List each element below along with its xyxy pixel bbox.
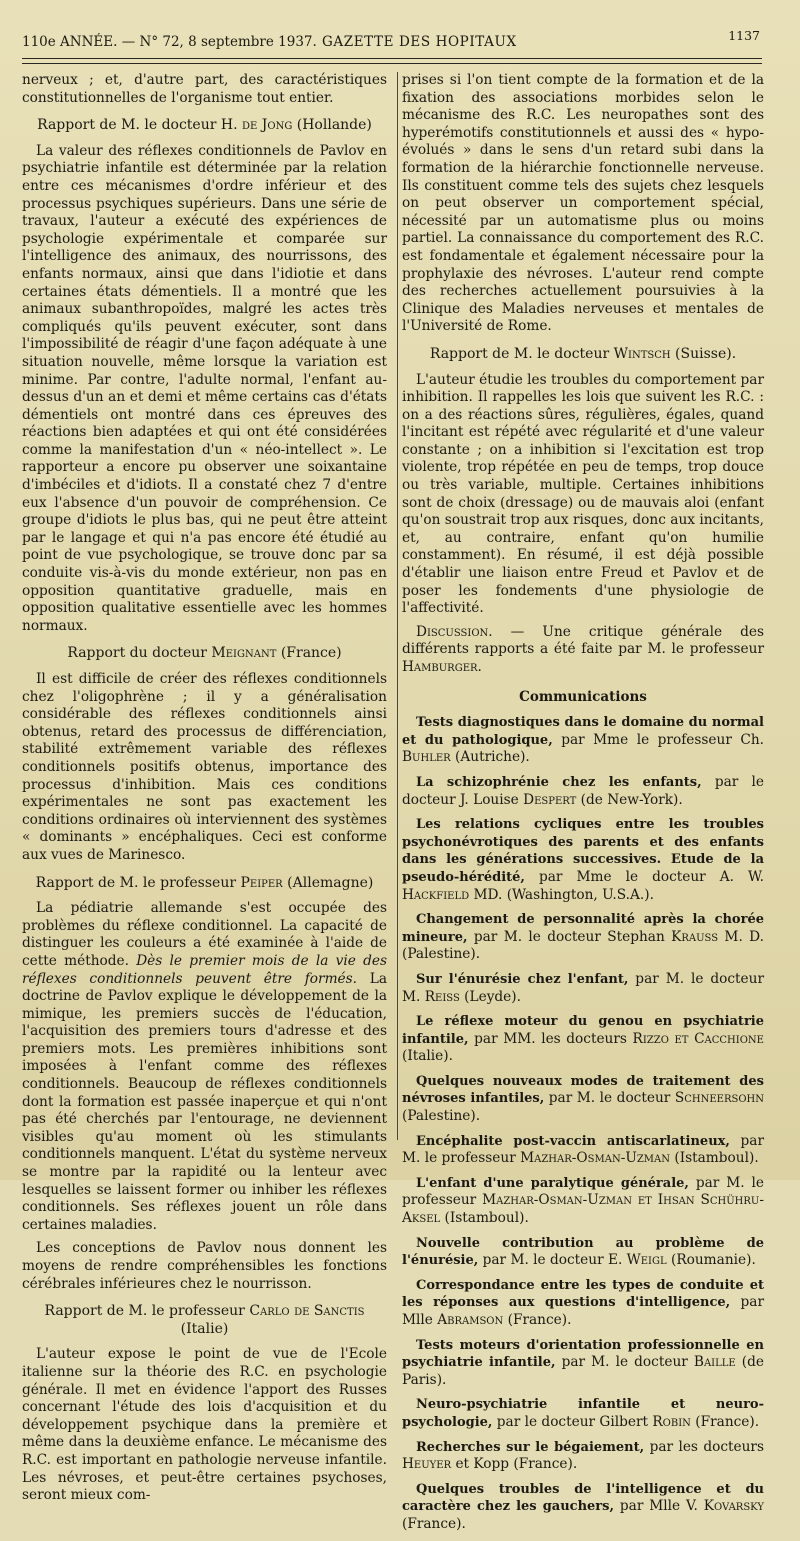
heading-country: (France): [276, 645, 342, 662]
communication-origin: (Istamboul).: [440, 1210, 529, 1227]
journal-title: GAZETTE DES HOPITAUX: [322, 34, 517, 50]
communication-author: Despert: [523, 791, 577, 808]
communication-title: Quelques nouveaux modes de traitement des névroses infantiles,: [402, 1073, 764, 1107]
communication-origin: M. D. (Palestine).: [402, 928, 764, 963]
communication-by: par le docteur J. Louise: [402, 773, 764, 808]
italic-text: Dès le premier mois de la vie des réflexes conditionnels peuvent être formés.: [22, 952, 387, 987]
communication-origin: et Kopp (France).: [451, 1456, 578, 1473]
communication-title: Tests moteurs d'orientation professionnelle en psychiatrie infantile,: [402, 1337, 764, 1371]
communication-item: [402, 1277, 764, 1330]
communication-author: Schneersohn: [674, 1090, 764, 1107]
communication-title: Encéphalite post-vaccin antiscarlatineux,: [416, 1133, 730, 1149]
column-separator: [397, 72, 398, 1140]
communication-item: [402, 1481, 764, 1534]
communication-title: Neuro-psychiatrie infantile et neuro-psychologie,: [402, 1397, 764, 1430]
communication-title: La schizophrénie chez les enfants,: [416, 774, 702, 790]
communication-origin: (Palestine).: [402, 1108, 481, 1125]
body-text: La pédiatrie allemande s'est occupée des problèmes du réflexe conditionnel. La capacité de distinguer les couleurs a été examinée à l'aide de cette méthode.: [22, 900, 387, 969]
author-name: Carlo de Sanctis: [249, 1303, 365, 1320]
heading-text: Rapport de M. le professeur: [44, 1303, 250, 1320]
communication-item: [402, 1175, 764, 1228]
communication-origin: (France).: [503, 1312, 572, 1328]
communication-author: Robin: [652, 1413, 691, 1430]
communication-author: Buhler: [402, 749, 451, 766]
communication-origin: (Leyde).: [459, 988, 521, 1005]
continued-paragraph: nerveux ; et, d'autre part, des caractéristiques constitutionnelles de l'organisme tout entier.: [22, 72, 387, 106]
communication-item: [402, 774, 764, 809]
report-heading-de-jong: [22, 117, 387, 135]
communication-title: Nouvelle contribution au problème de l'énurésie,: [402, 1235, 764, 1269]
communication-title: Correspondance entre les types de conduite et les réponses aux questions d'intelligence,: [402, 1277, 764, 1311]
heading-text: Rapport du docteur: [67, 645, 212, 662]
communication-title: Quelques troubles de l'intelligence et du caractère chez les gauchers,: [402, 1481, 764, 1515]
report-body-de-sanctis: L'auteur expose le point de vue de l'Ecole italienne sur la théorie des R.C. en psychologie générale. Il met en évidence l'apport des Russes concernant l'étude des lois d'acquisition et du développement psychique dans la première et même dans la deuxième enfance. Le mécanisme des R.C. est important en pathologie nerveuse infantile. Les névroses, et peut-être certaines psychoses, seront mieux com-: [22, 1346, 387, 1504]
communication-title: Sur l'énurésie chez l'enfant,: [416, 971, 629, 987]
report-heading-wintsch: [402, 346, 764, 364]
author-name: Meignant: [211, 645, 277, 662]
page-header: [22, 28, 760, 56]
communication-item: [402, 911, 764, 964]
body-text: La doctrine de Pavlov explique le développement de la mimique, les premiers succès de l'éducation, l'acquisition des premiers tours d'adresse et des premiers mots. Les premières inhibitions sont imposées à l'enfant comme des réflexes conditionnels. Beaucoup de réflexes conditionnels dont la formation est passée inaperçue et qui n'ont pas été cherchés par l'entourage, ne deviennent visibles qu'au moment où les stimulants conditionnels manquent. L'état du système nerveux se montre par la rapidité ou la lenteur avec lesquelles se laissent former ou inhiber les réflexes conditionnels. Ses réflexes jouent un rôle dans certaines maladies.: [22, 970, 387, 1233]
page-number: 1137: [728, 28, 760, 43]
heading-country: (Hollande): [292, 117, 372, 134]
header-rule-top: [22, 58, 762, 59]
report-body-wintsch: L'auteur étudie les troubles du comportement par inhibition. Il rappelles les lois que suivent les R.C. : on a des réactions sûres, régulières, égales, quand l'incitant est répété avec régularité et d'une valeur constante ; on a inhibition si l'excitation est trop violente, trop répétée en peu de temps, trop douce ou très variable, multiple. Certaines inhibitions sont de choix (dressage) ou de mauvais aloi (enfant qu'on soustrait trop aux risques, donc aux incitants, et, au contraire, enfant qu'on humilie constamment). En résumé, il est déjà possible d'établir une liaison entre Freud et Pavlov et de poser les fondements d'une physiologie de l'affectivité.: [402, 371, 764, 617]
communication-title: Le réflexe moteur du genou en psychiatrie infantile,: [402, 1014, 764, 1047]
issue-info: 110e ANNÉE. — N° 72, 8 septembre 1937.: [22, 34, 317, 50]
communication-by: par M. le professeur: [402, 1132, 764, 1167]
heading-text: Rapport de M. le professeur: [35, 874, 241, 891]
communication-author: Kovarsky: [703, 1498, 764, 1515]
communication-by: par M. le docteur M.: [402, 970, 765, 1005]
heading-country: (Italie): [180, 1320, 229, 1337]
communication-item: [402, 714, 764, 767]
communication-author: Reiss: [424, 988, 460, 1005]
heading-text: Rapport de M. le docteur: [429, 345, 614, 362]
communication-by: par M. le docteur E.: [478, 1252, 627, 1269]
communication-by: par MM. les docteurs: [468, 1030, 633, 1047]
communication-by: par les docteurs: [644, 1438, 764, 1455]
heading-country: (Suisse).: [670, 345, 737, 362]
communication-title: Tests diagnostiques dans le domaine du normal et du pathologique,: [402, 715, 764, 748]
communications-list: [402, 714, 764, 1533]
communication-by: par le docteur Gilbert: [492, 1413, 653, 1430]
communication-by: par Mlle: [402, 1294, 764, 1328]
communication-item: [402, 1013, 764, 1066]
author-name: Hamburger.: [402, 659, 482, 675]
communication-origin: (Autriche).: [450, 749, 530, 766]
communication-origin: MD. (Washington, U.S.A.).: [469, 886, 654, 903]
continued-paragraph: prises si l'on tient compte de la formation et de la fixation des associations morbides selon le mécanisme des R.C. Les neuropathes sont des hyperémotifs constitutionnels et aussi des « hypo-évolués » dans le sens d'un retard subi dans la formation de la hiérarchie fonctionnelle nerveuse. Ils constituent comme tels des sujets chez lesquels on peut observer un comportement spécial, nécessité par un automatisme plus ou moins partiel. La connaissance du comportement des R.C. est fondamentale et également nécessaire pour la prophylaxie des névroses. L'auteur rend compte des recherches actuellement poursuivies à la Clinique des Maladies nerveuses et mentales de l'Université de Rome.: [402, 72, 764, 335]
communication-author: Heuyer: [402, 1456, 452, 1473]
communication-by: par M. le docteur: [544, 1090, 675, 1107]
communication-by: par Mme le docteur A. W.: [524, 868, 764, 885]
communication-title: Les relations cycliques entre les troubles psychonévrotiques des parents et des enfants dans les générations successives. Etude de la pseudo-hérédité,: [402, 817, 764, 885]
communication-origin: (Italie).: [402, 1048, 453, 1065]
communication-origin: (France).: [690, 1413, 760, 1430]
discussion-text: — Une critique générale des différents rapports a été faite par M. le professeur: [402, 623, 764, 658]
communication-item: [402, 1396, 764, 1431]
heading-text: Rapport de M. le docteur H.: [37, 117, 242, 134]
right-column: [402, 72, 764, 1541]
author-name: Wintsch: [613, 345, 671, 362]
report-body-meignant: Il est difficile de créer des réflexes conditionnels chez l'oligophrène ; il y a généralisation considérable des réflexes conditionnels ainsi obtenus, retard des processus de différenciation, stabilité extrêmement variable des réflexes conditionnels positifs obtenus, importance des processus d'inhibition. Mais ces conditions expérimentales ne sont pas exactement les conditions ordinaires où interviennent des systèmes « dominants » encéphaliques. Ceci est conforme aux vues de Marinesco.: [22, 671, 387, 863]
communication-author: Mazhar-Osman-Uzman: [520, 1150, 671, 1167]
communication-author: Rizzo et Cacchione: [632, 1030, 764, 1047]
report-body-peiper-2: Les conceptions de Pavlov nous donnent les moyens de rendre compréhensibles les fonctions cérébrales inférieures chez le nourrisson.: [22, 1240, 387, 1292]
communication-item: [402, 1073, 764, 1126]
communication-item: [402, 1439, 764, 1474]
communication-origin: (Istamboul).: [670, 1150, 759, 1167]
communication-author: Baille: [693, 1354, 736, 1371]
communication-title: L'enfant d'une paralytique générale,: [416, 1175, 689, 1191]
report-heading-meignant: [22, 645, 387, 663]
communication-by: par M. le professeur: [402, 1174, 764, 1209]
communication-origin: (de Paris).: [402, 1354, 764, 1388]
report-body-peiper: [22, 900, 387, 1234]
header-rule-bottom: [22, 63, 762, 64]
report-heading-de-sanctis: [22, 1303, 387, 1338]
communication-item: [402, 1133, 764, 1168]
heading-country: (Allemagne): [282, 874, 374, 891]
communication-author: Abramson: [437, 1312, 504, 1328]
communication-origin: (de New-York).: [576, 791, 683, 808]
author-name: de Jong: [241, 117, 293, 134]
left-column: [22, 72, 387, 1511]
author-name: Peiper: [240, 874, 283, 891]
communication-item: [402, 1337, 764, 1390]
communication-origin: (Roumanie).: [666, 1252, 756, 1269]
communication-by: par M. le docteur: [555, 1354, 694, 1371]
communication-title: Recherches sur le bégaiement,: [416, 1439, 645, 1455]
communication-item: [402, 1235, 764, 1270]
report-heading-peiper: [22, 875, 387, 893]
communication-title: Changement de personnalité après la chorée mineure,: [402, 912, 764, 945]
discussion-paragraph: [402, 624, 764, 677]
communication-by: par M. le docteur Stephan: [467, 928, 672, 945]
communication-author: Weigl: [626, 1252, 667, 1269]
communication-by: par Mme le professeur Ch.: [552, 731, 764, 748]
communication-author: Mazhar-Osman-Uzman et Ihsan Schühru-Aksel: [402, 1192, 764, 1227]
report-body-de-jong: La valeur des réflexes conditionnels de Pavlov en psychiatrie infantile est déterminée par la relation entre ces mécanismes d'ordre inférieur et des processus psychiques supérieurs. Dans une série de travaux, l'auteur a exécuté des expériences de psychologie expérimentale et comparée sur l'intelligence des animaux, des nourrissons, des enfants normaux, ainsi que dans l'idiotie et dans certaines états démentiels. Il a montré que les animaux subanthropoïdes, malgré les actes très compliqués qu'ils peuvent exécuter, sont dans l'impossibilité de réagir d'une façon adéquate à une situation nouvelle, même lorsque la variation est minime. Par contre, l'adulte normal, l'enfant au-dessus d'un an et demi et même certains cas d'états démentiels ont montré dans ces épreuves des réactions bien adaptées et qui ont été considérées comme la manifestation d'un « néo-intellect ». Le rapporteur a encore pu observer une soixantaine d'imbéciles et d'idiots. Il a constaté chez 7 d'entre eux l'absence d'un pouvoir de compréhension. Ce groupe d'idiots le plus bas, qui ne peut être atteint par le langage et qui n'a pas encore été étudié au point de vue psychologique, se trouve donc par sa conduite vis-à-vis du monde extérieur, non pas en opposition quantitative graduelle, mais en opposition qualitative essentielle avec les hommes normaux.: [22, 142, 387, 634]
discussion-label: Discussion.: [416, 623, 493, 640]
communication-by: par Mlle V.: [614, 1498, 704, 1515]
communication-item: [402, 816, 764, 904]
communication-author: Krauss: [671, 928, 719, 945]
communications-title: Communications: [519, 688, 647, 705]
communication-item: [402, 971, 764, 1006]
communication-origin: (France).: [402, 1515, 466, 1532]
communication-author: Hackfield: [402, 886, 470, 903]
